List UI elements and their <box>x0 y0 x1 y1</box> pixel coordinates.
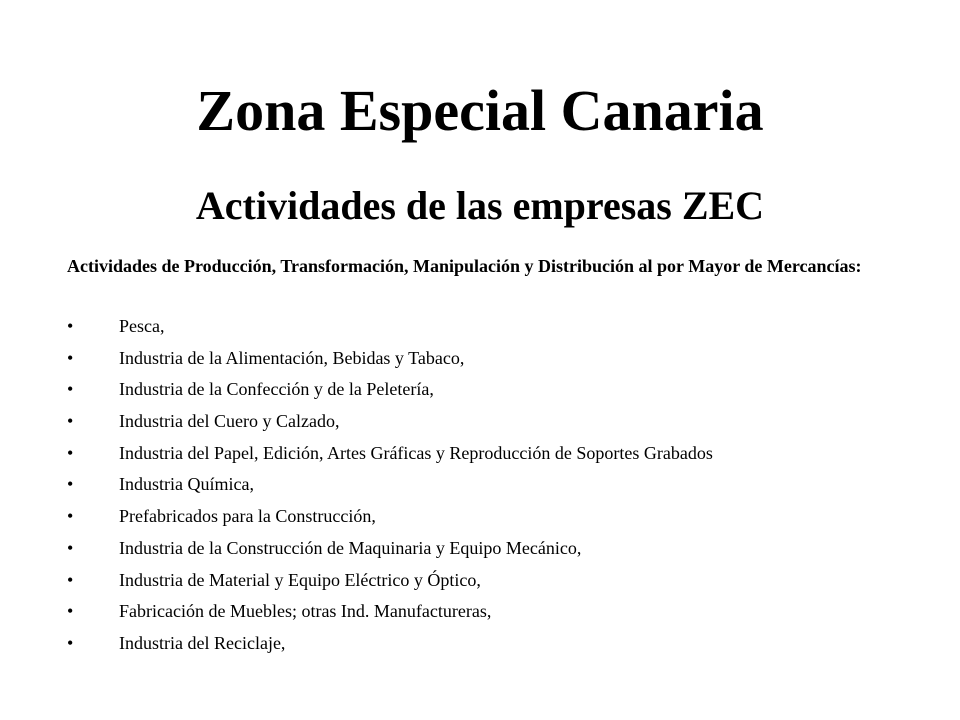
list-item <box>67 566 937 598</box>
bullet-icon: • <box>67 506 74 527</box>
bullet-icon: • <box>67 632 74 653</box>
bullet-icon: • <box>67 474 74 495</box>
list-item-text: Industria Química, <box>119 474 254 495</box>
bullet-icon: • <box>67 411 74 432</box>
list-item <box>67 375 937 407</box>
list-item-text: Prefabricados para la Construcción, <box>119 506 376 527</box>
activity-list <box>67 312 937 661</box>
list-item-text: Industria del Papel, Edición, Artes Gráficas y Reproducción de Soportes Grabados <box>119 442 713 463</box>
intro-paragraph: Actividades de Producción, Transformación, Manipulación y Distribución al por Mayor de Mercancías: <box>67 256 862 276</box>
list-item <box>67 534 937 566</box>
bullet-icon: • <box>67 316 74 336</box>
list-item-text: Fabricación de Muebles; otras Ind. Manufactureras, <box>119 601 492 622</box>
list-item <box>67 439 937 471</box>
bullet-icon: • <box>67 569 74 590</box>
list-item-text: Industria del Reciclaje, <box>119 632 286 653</box>
bullet-icon: • <box>67 347 74 368</box>
list-item-text: Industria de la Construcción de Maquinaria y Equipo Mecánico, <box>119 537 582 558</box>
bullet-icon: • <box>67 379 74 400</box>
slide-subtitle: Actividades de las empresas ZEC <box>195 183 765 228</box>
list-item <box>67 597 937 629</box>
list-item <box>67 470 937 502</box>
bullet-icon: • <box>67 601 74 622</box>
list-item-text: Industria del Cuero y Calzado, <box>119 411 340 432</box>
list-item <box>67 629 937 661</box>
list-item <box>67 502 937 534</box>
list-item <box>67 312 937 344</box>
list-item <box>67 407 937 439</box>
list-item-text: Industria de la Alimentación, Bebidas y Tabaco, <box>119 347 465 368</box>
slide-title: Zona Especial Canaria <box>196 78 764 143</box>
list-item-text: Industria de Material y Equipo Eléctrico y Óptico, <box>119 569 481 590</box>
list-item <box>67 344 937 376</box>
list-item-text: Pesca, <box>119 316 165 336</box>
bullet-icon: • <box>67 537 74 558</box>
list-item-text: Industria de la Confección y de la Peletería, <box>119 379 434 400</box>
bullet-icon: • <box>67 442 74 463</box>
